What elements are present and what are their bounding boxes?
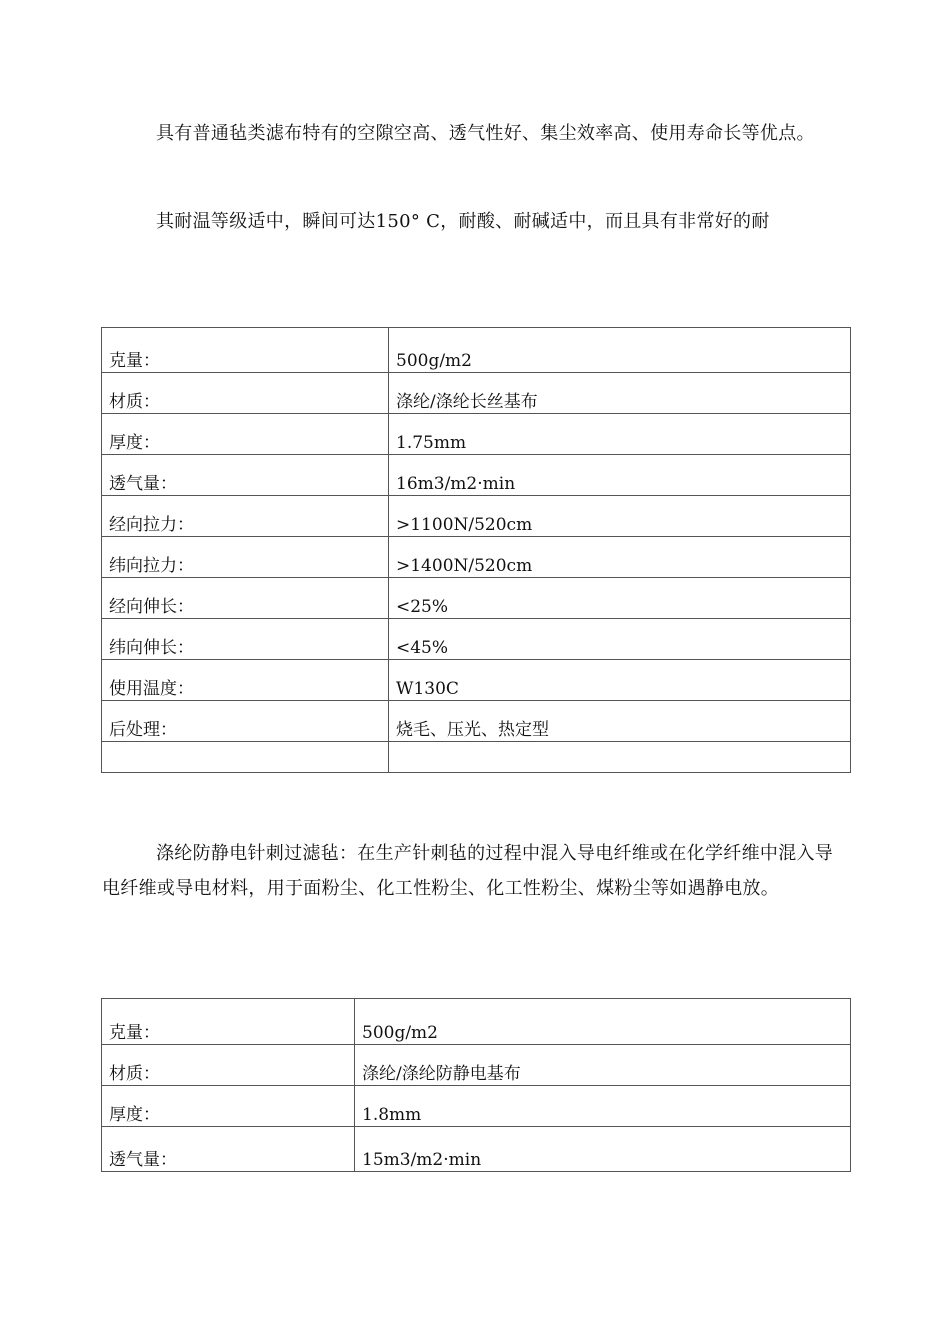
- empty-cell: [102, 742, 389, 773]
- spec-label: 使用温度：: [102, 660, 389, 701]
- spec-label: 纬向拉力：: [102, 537, 389, 578]
- table-row: [102, 999, 851, 1045]
- table-row: [102, 537, 851, 578]
- empty-cell: [389, 742, 851, 773]
- spec-label: 纬向伸长：: [102, 619, 389, 660]
- spec-label: 后处理：: [102, 701, 389, 742]
- intro-paragraph: 具有普通毡类滤布特有的空隙空高、透气性好、集尘效率高、使用寿命长等优点。: [156, 123, 815, 144]
- spec-table-polyester: [101, 327, 851, 773]
- table-row: [102, 1127, 851, 1172]
- spec-label: 克量：: [102, 328, 389, 373]
- spec-value: 15m3/m2·min: [355, 1127, 851, 1172]
- table-row: [102, 619, 851, 660]
- spec-label: 经向拉力：: [102, 496, 389, 537]
- table-row: [102, 660, 851, 701]
- spec-value: 500g/m2: [355, 999, 851, 1045]
- spec-value: 涤纶/涤纶长丝基布: [389, 373, 851, 414]
- table-row: [102, 328, 851, 373]
- table-row: [102, 455, 851, 496]
- spec-value: 1.75mm: [389, 414, 851, 455]
- spec-label: 克量：: [102, 999, 355, 1045]
- spec-value: <25%: [389, 578, 851, 619]
- spec-value: 涤纶/涤纶防静电基布: [355, 1045, 851, 1086]
- spec-table-antistatic: [101, 998, 851, 1172]
- table-row: [102, 1045, 851, 1086]
- spec-label: 材质：: [102, 1045, 355, 1086]
- table-row: [102, 496, 851, 537]
- spec-label: 材质：: [102, 373, 389, 414]
- table-row: [102, 1086, 851, 1127]
- spec-label: 厚度：: [102, 414, 389, 455]
- table-row: [102, 373, 851, 414]
- spec-label: 透气量：: [102, 1127, 355, 1172]
- table-row: [102, 414, 851, 455]
- table-row: [102, 701, 851, 742]
- spec-value: >1400N/520cm: [389, 537, 851, 578]
- spec-value: 16m3/m2·min: [389, 455, 851, 496]
- spec-value: 500g/m2: [389, 328, 851, 373]
- temperature-paragraph: 其耐温等级适中，瞬间可达150° C，耐酸、耐碱适中，而且具有非常好的耐: [156, 211, 770, 232]
- spec-value: 1.8mm: [355, 1086, 851, 1127]
- spec-label: 厚度：: [102, 1086, 355, 1127]
- spec-label: 透气量：: [102, 455, 389, 496]
- spec-value: <45%: [389, 619, 851, 660]
- antistatic-paragraph: 涤纶防静电针刺过滤毡：在生产针刺毡的过程中混入导电纤维或在化学纤维中混入导电纤维或导电材料，用于面粉尘、化工性粉尘、化工性粉尘、煤粉尘等如遇静电放。: [102, 843, 834, 899]
- table-row-empty: [102, 742, 851, 773]
- table-row: [102, 578, 851, 619]
- spec-value: W130C: [389, 660, 851, 701]
- spec-value: 烧毛、压光、热定型: [389, 701, 851, 742]
- spec-value: >1100N/520cm: [389, 496, 851, 537]
- spec-label: 经向伸长：: [102, 578, 389, 619]
